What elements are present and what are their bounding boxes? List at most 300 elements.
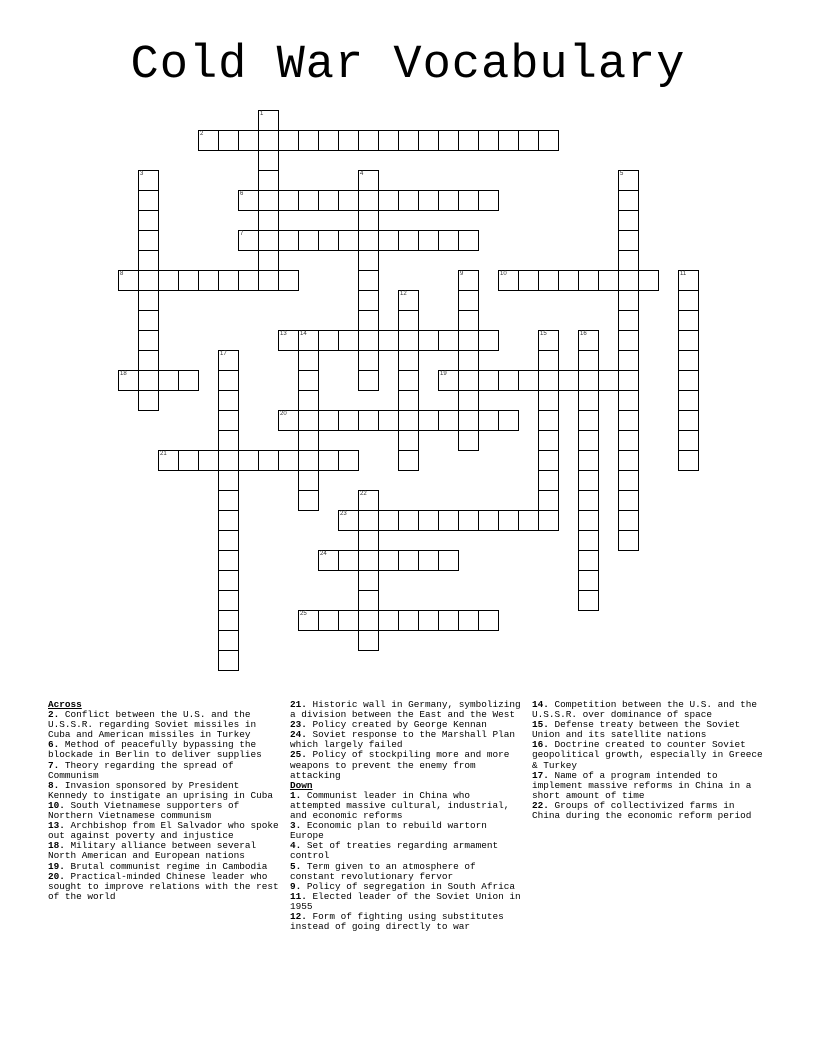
crossword-cell[interactable] [478,410,499,431]
crossword-cell[interactable] [458,130,479,151]
crossword-cell[interactable] [298,410,319,431]
crossword-cell[interactable] [538,370,559,391]
crossword-cell[interactable] [178,370,199,391]
crossword-cell[interactable] [418,550,439,571]
crossword-cell[interactable] [258,250,279,271]
crossword-cell[interactable] [398,510,419,531]
crossword-cell[interactable] [318,330,339,351]
crossword-cell[interactable] [318,450,339,471]
crossword-cell[interactable] [578,470,599,491]
crossword-cell[interactable] [618,230,639,251]
crossword-cell[interactable] [678,370,699,391]
crossword-cell[interactable] [458,430,479,451]
crossword-cell[interactable] [418,410,439,431]
crossword-cell[interactable] [418,130,439,151]
crossword-cell[interactable] [678,430,699,451]
crossword-cell[interactable] [318,190,339,211]
crossword-cell[interactable] [618,270,639,291]
crossword-cell[interactable] [478,130,499,151]
clue-number: 6. [48,739,60,751]
clue-text: Military alliance between several North American and European nations [48,840,257,862]
clue-number: 2 [200,131,204,137]
crossword-cell[interactable] [218,570,239,591]
crossword-cell[interactable] [458,190,479,211]
crossword-cell[interactable] [498,410,519,431]
crossword-cell[interactable] [258,270,279,291]
crossword-cell[interactable] [378,230,399,251]
crossword-cell[interactable] [218,270,239,291]
crossword-cell[interactable] [618,390,639,411]
crossword-cell[interactable] [578,450,599,471]
clue-down-3 [290,821,526,841]
clue-across-2 [48,710,284,740]
crossword-cell[interactable] [678,270,699,291]
crossword-cell[interactable] [498,270,519,291]
crossword-cell[interactable] [358,550,379,571]
crossword-cell[interactable] [438,330,459,351]
crossword-cell[interactable] [578,270,599,291]
clue-text: Communist leader in China who attempted massive cultural, industrial, and economic reforms [290,789,510,822]
crossword-cell[interactable] [358,250,379,271]
crossword-cell[interactable] [678,330,699,351]
clue-number: 20. [48,870,65,882]
crossword-cell[interactable] [498,130,519,151]
crossword-cell[interactable] [538,410,559,431]
crossword-cell[interactable] [538,350,559,371]
crossword-cell[interactable] [578,370,599,391]
crossword-cell[interactable] [258,130,279,151]
clue-number: 4 [360,171,364,177]
clue-text: Theory regarding the spread of Communism [48,759,234,781]
crossword-cell[interactable] [378,510,399,531]
crossword-cell[interactable] [578,350,599,371]
crossword-cell[interactable] [398,430,419,451]
crossword-cell[interactable] [558,370,579,391]
crossword-cell[interactable] [518,130,539,151]
clue-text: Set of treaties regarding armament control [290,840,499,862]
crossword-cell[interactable] [458,230,479,251]
crossword-cell[interactable] [218,450,239,471]
crossword-cell[interactable] [138,370,159,391]
clues-column-3 [532,700,768,821]
crossword-cell[interactable] [358,330,379,351]
crossword-cell[interactable] [358,570,379,591]
crossword-cell[interactable] [358,610,379,631]
crossword-cell[interactable] [138,250,159,271]
puzzle-title: Cold War Vocabulary [130,39,686,92]
crossword-cell[interactable] [438,410,459,431]
crossword-cell[interactable] [578,530,599,551]
crossword-cell[interactable] [398,610,419,631]
crossword-cell[interactable] [218,590,239,611]
crossword-cell[interactable] [358,130,379,151]
crossword-cell[interactable] [378,330,399,351]
crossword-cell[interactable] [218,490,239,511]
crossword-cell[interactable] [538,130,559,151]
crossword-cell[interactable] [618,490,639,511]
clue-number: 18 [120,371,127,377]
crossword-cell[interactable] [438,130,459,151]
crossword-cell[interactable] [578,490,599,511]
crossword-cell[interactable] [618,470,639,491]
clue-number: 19 [440,371,447,377]
crossword-cell[interactable] [618,190,639,211]
clue-number: 16 [580,331,587,337]
crossword-cell[interactable] [298,490,319,511]
crossword-cell[interactable] [458,610,479,631]
crossword-cell[interactable] [398,290,419,311]
crossword-cell[interactable] [538,470,559,491]
crossword-cell[interactable] [218,350,239,371]
crossword-cell[interactable] [438,190,459,211]
crossword-cell[interactable] [418,610,439,631]
crossword-cell[interactable] [338,450,359,471]
clue-text: Policy of stockpiling more and more weapons to prevent the enemy from attacking [290,749,510,781]
crossword-cell[interactable] [418,510,439,531]
crossword-cell[interactable] [618,210,639,231]
crossword-cell[interactable] [238,130,259,151]
crossword-cell[interactable] [138,330,159,351]
crossword-cell[interactable] [358,210,379,231]
crossword-cell[interactable] [538,430,559,451]
clue-text: Invasion sponsored by President Kennedy to instigate an uprising in Cuba [48,779,274,801]
crossword-cell[interactable] [398,370,419,391]
crossword-cell[interactable] [198,450,219,471]
crossword-cell[interactable] [378,190,399,211]
crossword-cell[interactable] [438,370,459,391]
crossword-cell[interactable] [438,550,459,571]
crossword-cell[interactable] [218,430,239,451]
crossword-cell[interactable] [618,330,639,351]
crossword-cell[interactable] [478,330,499,351]
clue-number: 15. [532,719,549,731]
crossword-cell[interactable] [298,390,319,411]
crossword-cell[interactable] [618,370,639,391]
crossword-cell[interactable] [418,330,439,351]
clue-number: 24 [320,551,327,557]
clue-number: 22 [360,491,367,497]
crossword-cell[interactable] [178,270,199,291]
clue-number: 1 [260,111,264,117]
crossword-cell[interactable] [358,410,379,431]
clue-across-6 [48,740,284,760]
clue-across-25 [290,750,526,780]
clue-down-17 [532,771,768,801]
crossword-cell[interactable] [358,230,379,251]
clue-number: 14. [532,699,549,710]
crossword-cell[interactable] [178,450,199,471]
crossword-cell[interactable] [358,290,379,311]
crossword-cell[interactable] [538,490,559,511]
clue-number: 17. [532,769,549,781]
crossword-cell[interactable] [378,410,399,431]
clue-number: 23. [290,719,307,731]
clue-number: 12. [290,910,307,922]
crossword-cell[interactable] [278,270,299,291]
clues-column-1 [48,700,284,902]
crossword-cell[interactable] [438,230,459,251]
clue-text: Economic plan to rebuild wartorn Europe [290,820,487,842]
crossword-cell[interactable] [358,310,379,331]
crossword-cell[interactable] [538,330,559,351]
crossword-cell[interactable] [278,230,299,251]
crossword-cell[interactable] [398,330,419,351]
crossword-cell[interactable] [678,450,699,471]
crossword-cell[interactable] [258,190,279,211]
clue-across-24 [290,730,526,750]
clue-text: Groups of collectivized farms in China during the economic reform period [532,799,752,822]
crossword-cell[interactable] [158,450,179,471]
crossword-cell[interactable] [578,330,599,351]
crossword-cell[interactable] [338,230,359,251]
crossword-cell[interactable] [498,370,519,391]
crossword-cell[interactable] [578,410,599,431]
crossword-cell[interactable] [478,510,499,531]
crossword-cell[interactable] [398,550,419,571]
clue-number: 7. [48,759,60,771]
crossword-cell[interactable] [298,350,319,371]
clue-number: 7 [240,231,244,237]
crossword-cell[interactable] [538,270,559,291]
crossword-cell[interactable] [398,390,419,411]
clue-text: Policy of segregation in South Africa [301,880,516,892]
crossword-cell[interactable] [198,270,219,291]
crossword-cell[interactable] [458,350,479,371]
crossword-cell[interactable] [298,430,319,451]
crossword-cell[interactable] [118,370,139,391]
crossword-cell[interactable] [398,190,419,211]
crossword-cell[interactable] [398,350,419,371]
crossword-cell[interactable] [238,190,259,211]
clue-number: 2. [48,709,60,721]
crossword-cell[interactable] [578,510,599,531]
crossword-cell[interactable] [678,290,699,311]
crossword-cell[interactable] [238,450,259,471]
crossword-cell[interactable] [378,130,399,151]
crossword-cell[interactable] [618,350,639,371]
crossword-cell[interactable] [138,210,159,231]
crossword-cell[interactable] [618,430,639,451]
crossword-cell[interactable] [618,250,639,271]
crossword-cell[interactable] [338,410,359,431]
crossword-cell[interactable] [458,290,479,311]
crossword-cell[interactable] [298,450,319,471]
crossword-cell[interactable] [298,370,319,391]
clue-number: 11. [290,890,307,902]
crossword-cell[interactable] [458,370,479,391]
crossword-cell[interactable] [378,610,399,631]
crossword-cell[interactable] [538,510,559,531]
crossword-cell[interactable] [238,270,259,291]
crossword-cell[interactable] [258,450,279,471]
crossword-cell[interactable] [218,130,239,151]
crossword-cell[interactable] [198,130,219,151]
crossword-cell[interactable] [258,150,279,171]
crossword-cell[interactable] [458,410,479,431]
crossword-cell[interactable] [418,230,439,251]
clue-text: Policy created by George Kennan [306,719,487,731]
crossword-cell[interactable] [318,230,339,251]
crossword-cell[interactable] [338,330,359,351]
crossword-cell[interactable] [138,170,159,191]
crossword-cell[interactable] [358,170,379,191]
crossword-cell[interactable] [118,270,139,291]
crossword-cell[interactable] [398,130,419,151]
crossword-cell[interactable] [478,610,499,631]
crossword-cell[interactable] [298,330,319,351]
crossword-cell[interactable] [518,270,539,291]
crossword-cell[interactable] [338,510,359,531]
crossword-cell[interactable] [398,410,419,431]
crossword-cell[interactable] [318,550,339,571]
clue-number: 20 [280,411,287,417]
crossword-cell[interactable] [218,410,239,431]
crossword-cell[interactable] [458,310,479,331]
crossword-cell[interactable] [678,410,699,431]
crossword-cell[interactable] [218,650,239,671]
clue-text: Method of peacefully bypassing the blockade in Berlin to deliver supplies [48,739,262,761]
crossword-cell[interactable] [458,270,479,291]
crossword-cell[interactable] [338,130,359,151]
crossword-cell[interactable] [298,190,319,211]
crossword-cell[interactable] [358,350,379,371]
crossword-cell[interactable] [318,130,339,151]
crossword-cell[interactable] [278,130,299,151]
crossword-cell[interactable] [678,350,699,371]
crossword-cell[interactable] [438,610,459,631]
crossword-cell[interactable] [638,270,659,291]
crossword-cell[interactable] [158,270,179,291]
crossword-cell[interactable] [358,510,379,531]
crossword-cell[interactable] [218,630,239,651]
crossword-cell[interactable] [138,310,159,331]
crossword-cell[interactable] [598,270,619,291]
clue-number: 6 [240,191,244,197]
crossword-cell[interactable] [278,410,299,431]
crossword-cell[interactable] [258,230,279,251]
clue-across-13 [48,821,284,841]
crossword-cell[interactable] [218,370,239,391]
crossword-cell[interactable] [338,190,359,211]
crossword-cell[interactable] [678,310,699,331]
crossword-cell[interactable] [578,430,599,451]
crossword-cell[interactable] [258,210,279,231]
crossword-cell[interactable] [478,190,499,211]
crossword-cell[interactable] [138,270,159,291]
crossword-cell[interactable] [458,330,479,351]
crossword-cell[interactable] [338,610,359,631]
crossword-cell[interactable] [358,490,379,511]
crossword-cell[interactable] [358,630,379,651]
crossword-cell[interactable] [318,610,339,631]
crossword-cell[interactable] [618,410,639,431]
crossword-cell[interactable] [618,290,639,311]
crossword-cell[interactable] [618,510,639,531]
crossword-cell[interactable] [218,510,239,531]
crossword-cell[interactable] [258,110,279,131]
clue-text: Doctrine created to counter Soviet geopolitical growth, especially in Greece & Turkey [532,739,763,771]
crossword-cell[interactable] [598,370,619,391]
crossword-cell[interactable] [358,190,379,211]
crossword-cell[interactable] [238,230,259,251]
crossword-cell[interactable] [538,390,559,411]
crossword-cell[interactable] [258,170,279,191]
crossword-cell[interactable] [398,450,419,471]
crossword-cell[interactable] [518,510,539,531]
clue-down-22 [532,801,768,821]
crossword-cell[interactable] [478,370,499,391]
crossword-cell[interactable] [358,530,379,551]
crossword-cell[interactable] [298,470,319,491]
crossword-cell[interactable] [378,550,399,571]
clue-text: Elected leader of the Soviet Union in 1955 [290,890,521,912]
crossword-cell[interactable] [218,530,239,551]
clue-text: Form of fighting using substitutes instead of going directly to war [290,910,504,933]
crossword-cell[interactable] [138,390,159,411]
crossword-cell[interactable] [438,510,459,531]
crossword-cell[interactable] [338,550,359,571]
crossword-cell[interactable] [538,450,559,471]
crossword-cell[interactable] [218,470,239,491]
crossword-cell[interactable] [418,190,439,211]
crossword-cell[interactable] [358,590,379,611]
crossword-cell[interactable] [398,230,419,251]
clue-down-12 [290,912,526,932]
crossword-cell[interactable] [578,390,599,411]
crossword-cell[interactable] [578,570,599,591]
crossword-cell[interactable] [218,610,239,631]
crossword-cell[interactable] [618,310,639,331]
crossword-cell[interactable] [278,190,299,211]
clue-number: 15 [540,331,547,337]
crossword-cell[interactable] [618,530,639,551]
crossword-cell[interactable] [578,550,599,571]
crossword-cell[interactable] [158,370,179,391]
crossword-cell[interactable] [298,610,319,631]
crossword-cell[interactable] [618,170,639,191]
crossword-cell[interactable] [298,130,319,151]
crossword-cell[interactable] [398,310,419,331]
crossword-cell[interactable] [578,590,599,611]
crossword-cell[interactable] [298,230,319,251]
crossword-cell[interactable] [218,550,239,571]
crossword-cell[interactable] [138,290,159,311]
clue-number: 13 [280,331,287,337]
clue-number: 5 [620,171,624,177]
crossword-cell[interactable] [318,410,339,431]
crossword-cell[interactable] [618,450,639,471]
crossword-cell[interactable] [138,350,159,371]
crossword-cell[interactable] [138,230,159,251]
clue-number: 8. [48,779,60,791]
clue-number: 18. [48,840,65,852]
crossword-cell[interactable] [498,510,519,531]
crossword-cell[interactable] [358,370,379,391]
clue-number: 25. [290,749,307,761]
clue-across-7 [48,761,284,781]
crossword-cell[interactable] [218,390,239,411]
crossword-cell[interactable] [458,390,479,411]
crossword-cell[interactable] [518,370,539,391]
crossword-cell[interactable] [458,510,479,531]
clue-text: South Vietnamese supporters of Northern Vietnamese communism [48,799,240,822]
crossword-cell[interactable] [278,330,299,351]
crossword-cell[interactable] [278,450,299,471]
crossword-cell[interactable] [678,390,699,411]
crossword-cell[interactable] [138,190,159,211]
crossword-cell[interactable] [558,270,579,291]
crossword-cell[interactable] [358,270,379,291]
